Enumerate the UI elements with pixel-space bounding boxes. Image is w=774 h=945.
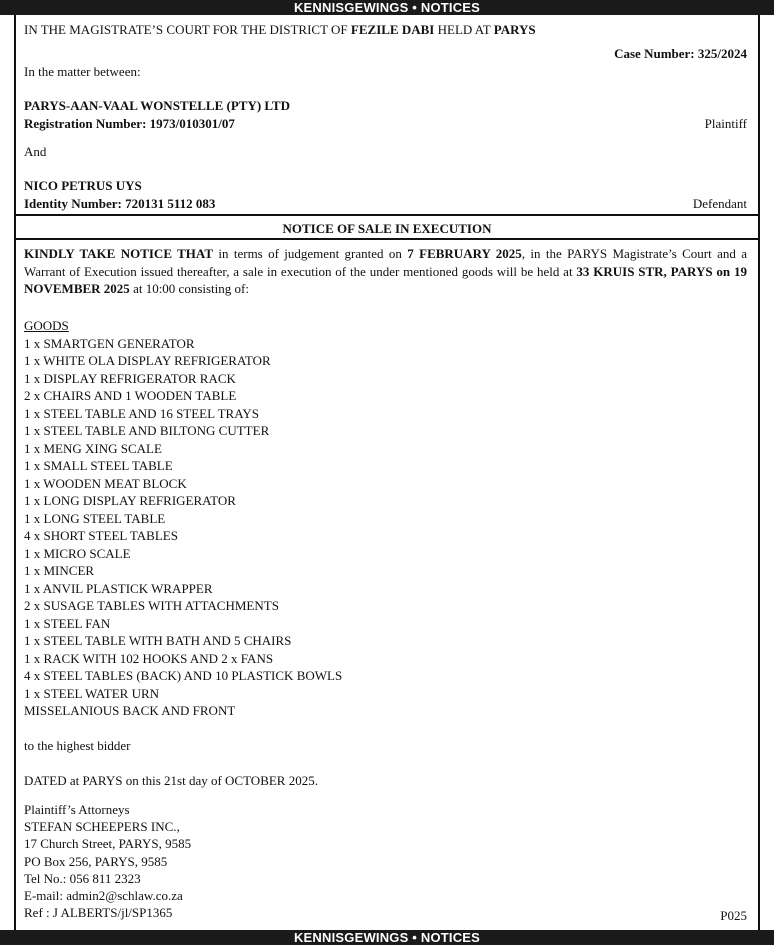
plaintiff-role: Plaintiff — [704, 116, 747, 131]
case-number: Case Number: 325/2024 — [614, 46, 747, 61]
goods-item: 1 x SMALL STEEL TABLE — [24, 458, 173, 473]
attorneys-line: Tel No.: 056 811 2323 — [24, 870, 141, 886]
header-band: KENNISGEWINGS • NOTICES — [0, 0, 774, 15]
goods-item: 1 x WOODEN MEAT BLOCK — [24, 475, 187, 491]
defendant-identity: Identity Number: 720131 5112 083 — [24, 196, 216, 211]
goods-item: 1 x MICRO SCALE — [24, 545, 131, 561]
notice-body: KINDLY TAKE NOTICE THAT in terms of judgement granted on 7 FEBRUARY 2025, in the PARYS Magistrate’s Court and a Warrant of Execution issued thereafter, a sale in execution of the under mentioned goods will be held at 33 KRUIS STR, PARYS on 19 NOVEMBER 2025 at 10:00 consisting of: — [24, 246, 748, 296]
goods-item: 1 x SMARTGEN GENERATOR — [24, 335, 195, 351]
attorneys-line: PO Box 256, PARYS, 9585 — [24, 853, 168, 869]
goods-item: 1 x STEEL WATER URN — [24, 685, 160, 701]
goods-item: 1 x STEEL TABLE AND BILTONG CUTTER — [24, 423, 270, 438]
goods-item: 1 x WHITE OLA DISPLAY REFRIGERATOR — [24, 353, 271, 368]
attorneys-line: Ref : J ALBERTS/jl/SP1365 — [24, 905, 173, 921]
plaintiff-registration: Registration Number: 1973/010301/07 — [24, 116, 235, 131]
attorneys-line: STEFAN SCHEEPERS INC., — [24, 819, 180, 835]
attorneys-line: 17 Church Street, PARYS, 9585 — [24, 836, 192, 852]
goods-item: 1 x ANVIL PLASTICK WRAPPER — [24, 580, 213, 596]
goods-item: 1 x LONG DISPLAY REFRIGERATOR — [24, 493, 236, 508]
goods-item: 1 x DISPLAY REFRIGERATOR RACK — [24, 370, 236, 386]
goods-item: 4 x STEEL TABLES (BACK) AND 10 PLASTICK BOWLS — [24, 668, 343, 683]
goods-item: 1 x STEEL FAN — [24, 615, 111, 631]
highest-bidder: to the highest bidder — [24, 738, 131, 753]
goods-item: 2 x SUSAGE TABLES WITH ATTACHMENTS — [24, 598, 279, 613]
divider-top — [14, 214, 760, 216]
goods-item: 1 x STEEL TABLE WITH BATH AND 5 CHAIRS — [24, 633, 292, 648]
divider-bottom — [14, 238, 760, 240]
defendant-role: Defendant — [692, 196, 747, 211]
plaintiff-name: PARYS-AAN-VAAL WONSTELLE (PTY) LTD — [24, 98, 290, 113]
goods-item: 1 x RACK WITH 102 HOOKS AND 2 x FANS — [24, 650, 274, 666]
goods-item: MISSELANIOUS BACK AND FRONT — [24, 703, 236, 718]
goods-item: 1 x MINCER — [24, 563, 95, 578]
goods-item: 1 x MENG XING SCALE — [24, 440, 162, 456]
notice-title: NOTICE OF SALE IN EXECUTION — [282, 221, 492, 236]
ref-code: P025 — [720, 908, 747, 923]
goods-item: 2 x CHAIRS AND 1 WOODEN TABLE — [24, 388, 237, 403]
dated-line: DATED at PARYS on this 21st day of OCTOBER 2025. — [24, 773, 318, 788]
goods-item: 4 x SHORT STEEL TABLES — [24, 528, 178, 543]
footer-band: KENNISGEWINGS • NOTICES — [0, 930, 774, 945]
attorneys-line: E-mail: admin2@schlaw.co.za — [24, 887, 183, 903]
and-text: And — [24, 144, 47, 159]
goods-item: 1 x STEEL TABLE AND 16 STEEL TRAYS — [24, 405, 260, 421]
goods-heading: GOODS — [24, 318, 69, 333]
court-heading: IN THE MAGISTRATE’S COURT FOR THE DISTRICT OF FEZILE DABI HELD AT PARYS — [24, 22, 536, 37]
matter-between: In the matter between: — [24, 64, 141, 79]
attorneys-block — [24, 801, 191, 921]
defendant-name: NICO PETRUS UYS — [24, 178, 142, 193]
goods-list — [24, 317, 342, 720]
goods-item: 1 x LONG STEEL TABLE — [24, 510, 166, 526]
attorneys-line: Plaintiff’s Attorneys — [24, 802, 130, 817]
